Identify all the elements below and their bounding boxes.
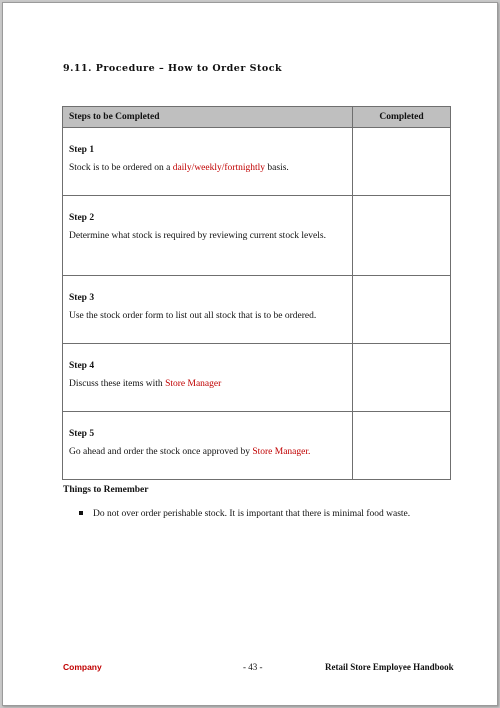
section-heading: 9.11. Procedure – How to Order Stock xyxy=(63,63,283,74)
table-header-row xyxy=(63,107,451,128)
step-cell xyxy=(63,276,353,344)
footer-company: Company xyxy=(63,662,102,672)
footer-handbook-title: Retail Store Employee Handbook xyxy=(325,662,454,672)
step-cell xyxy=(63,128,353,196)
step-description xyxy=(69,162,348,174)
things-to-remember-heading: Things to Remember xyxy=(63,485,149,495)
list-item-text: Do not over order perishable stock. It is important that there is minimal food waste. xyxy=(93,509,411,519)
step-title: Step 3 xyxy=(69,293,95,303)
step-title: Step 5 xyxy=(69,429,95,439)
completed-cell[interactable] xyxy=(353,412,451,480)
step-title: Step 4 xyxy=(69,361,95,371)
step-highlight: daily/weekly/fortnightly xyxy=(172,163,266,173)
table-row xyxy=(63,128,451,196)
step-highlight: Store Manager. xyxy=(252,447,311,457)
step-description xyxy=(69,310,348,322)
column-header-steps: Steps to be Completed xyxy=(63,107,353,128)
step-cell xyxy=(63,412,353,480)
step-title: Step 1 xyxy=(69,145,95,155)
step-text: Determine what stock is required by reviewing current stock levels. xyxy=(69,231,326,241)
table-row xyxy=(63,196,451,276)
step-description xyxy=(69,446,348,458)
square-bullet-icon xyxy=(79,511,83,515)
step-description xyxy=(69,378,348,390)
step-text: Stock is to be ordered on a xyxy=(69,163,173,173)
step-description xyxy=(69,230,348,242)
step-highlight: Store Manager xyxy=(165,379,222,389)
completed-cell[interactable] xyxy=(353,276,451,344)
table-row xyxy=(63,276,451,344)
step-text: Discuss these items with xyxy=(69,379,166,389)
procedure-table xyxy=(62,106,451,480)
completed-cell[interactable] xyxy=(353,128,451,196)
completed-cell[interactable] xyxy=(353,344,451,412)
step-text: Use the stock order form to list out all stock that is to be ordered. xyxy=(69,311,317,321)
step-text-end: basis. xyxy=(265,163,289,173)
step-cell xyxy=(63,344,353,412)
document-page xyxy=(2,2,498,706)
completed-cell[interactable] xyxy=(353,196,451,276)
column-header-completed: Completed xyxy=(353,107,451,128)
table-row xyxy=(63,344,451,412)
footer-page-number: - 43 - xyxy=(243,662,263,672)
step-cell xyxy=(63,196,353,276)
step-title: Step 2 xyxy=(69,213,95,223)
step-text: Go ahead and order the stock once approved by xyxy=(69,447,253,457)
table-row xyxy=(63,412,451,480)
list-item xyxy=(79,508,429,520)
